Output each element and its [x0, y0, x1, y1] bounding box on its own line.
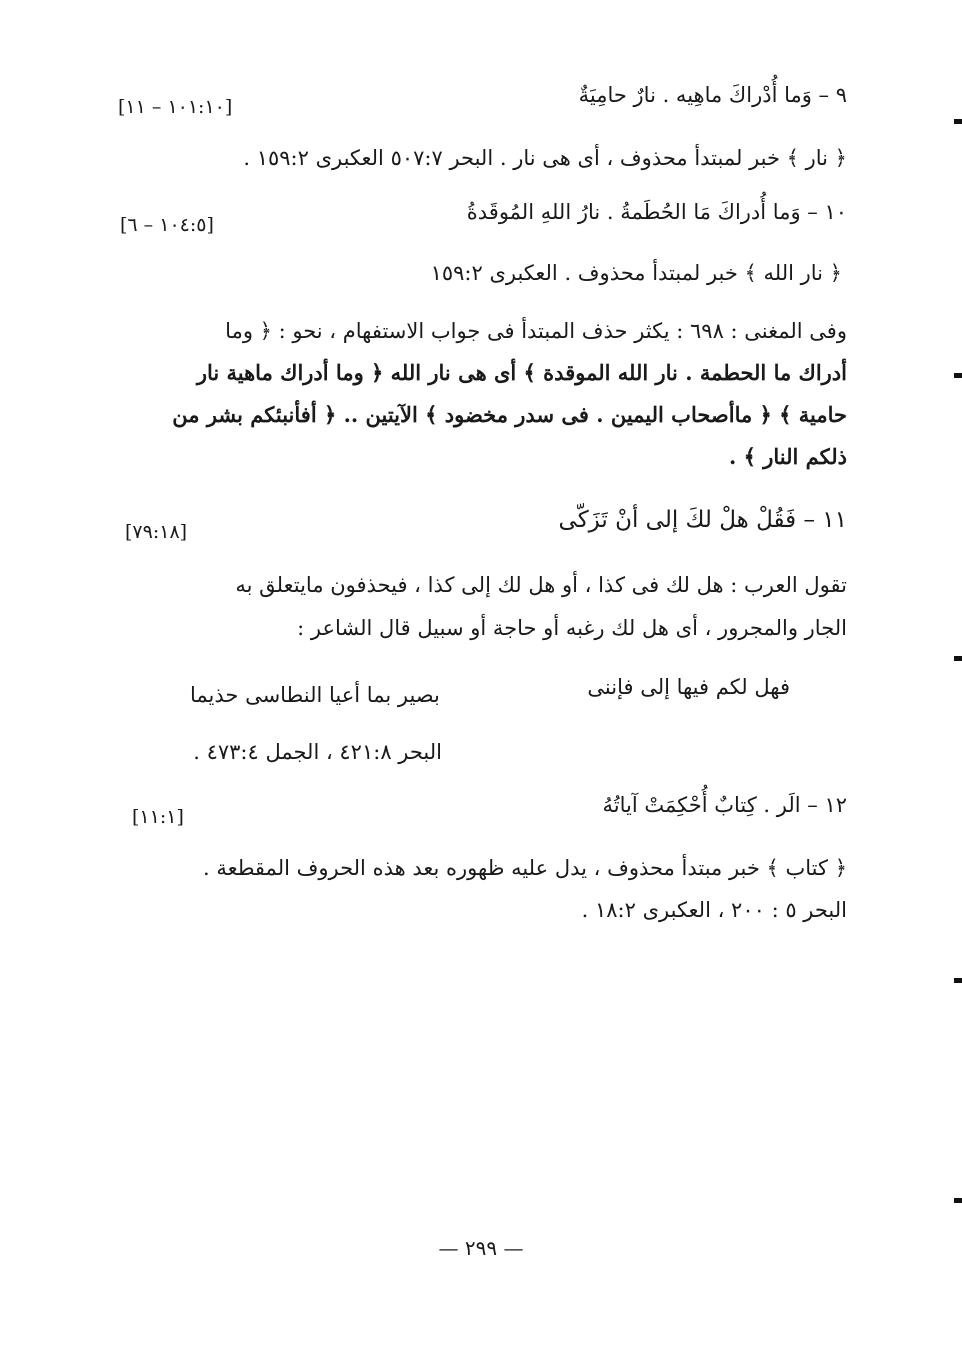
edge-mark — [954, 373, 962, 378]
verse-ref-12: [١١:١] — [132, 806, 184, 828]
note-12-line-1: ﴿ كتاب ﴾ خبر مبتدأ محذوف ، يدل عليه ظهوره بعد هذه الحروف المقطعة . — [202, 856, 847, 880]
mughni-line-1: وفى المغنى : ٦٩٨ : يكثر حذف المبتدأ فى جواب الاستفهام ، نحو : ﴿ وما — [225, 319, 847, 343]
verse-line-11: ١١ – فَقُلْ هلْ لكَ إلى أنْ تَزَكّى — [558, 507, 847, 533]
verse-ref-10: [١٠٤:٥ – ٦] — [120, 214, 214, 236]
verse-ref-11: [٧٩:١٨] — [125, 521, 188, 543]
note-12-line-2: البحر ٥ : ٢٠٠ ، العكبرى ١٨:٢ . — [581, 898, 847, 922]
edge-mark — [954, 656, 962, 661]
note-10: ﴿ نار الله ﴾ خبر لمبتدأ محذوف . العكبرى ١٥٩:٢ — [430, 261, 842, 285]
mughni-line-2: أدراك ما الحطمة . نار الله الموقدة ﴾ أى هى نار الله ﴿ وما أدراك ماهية نار — [196, 360, 847, 385]
note-9: ﴿ نار ﴾ خبر لمبتدأ محذوف ، أى هى نار . البحر ٥٠٧:٧ العكبرى ١٥٩:٢ . — [243, 146, 847, 170]
bahr-reference: البحر ٤٢١:٨ ، الجمل ٤٧٣:٤ . — [193, 740, 442, 764]
verse-line-10: ١٠ – وَما أُدراكَ مَا الحُطَمةُ . نارُ اللهِ المُوقَدةُ — [466, 200, 847, 224]
poem-first-hemistich: فهل لكم فيها إلى فإننى — [587, 675, 790, 699]
edge-mark — [954, 978, 962, 983]
verse-line-9: ٩ – وَما أُدْراكَ ماهِيه . نارٌ حامِيَةٌ — [578, 83, 847, 107]
mughni-line-4: ذلكم النار ﴾ . — [729, 444, 847, 469]
edge-mark — [954, 1198, 962, 1203]
mughni-line-3: حامية ﴾ ﴿ ماأصحاب اليمين . فى سدر مخضود ﴾ الآيتين .. ﴿ أفأنبئكم بشر من — [172, 402, 847, 427]
verse-ref-9: [١٠١:١٠ – ١١] — [118, 96, 233, 118]
page-number: — ٢٩٩ — — [438, 1236, 524, 1260]
poem-second-hemistich: بصير بما أعيا النطاسى حذيما — [190, 683, 440, 707]
edge-mark — [954, 119, 962, 124]
arab-line-2: الجار والمجرور ، أى هل لك رغبه أو حاجة أو سبيل قال الشاعر : — [297, 616, 847, 640]
arab-line-1: تقول العرب : هل لك فى كذا ، أو هل لك إلى كذا ، فيحذفون مايتعلق به — [235, 573, 847, 597]
verse-line-12: ١٢ – الَر . كِتابٌ أُحْكِمَتْ آياتُهُ — [602, 793, 847, 817]
